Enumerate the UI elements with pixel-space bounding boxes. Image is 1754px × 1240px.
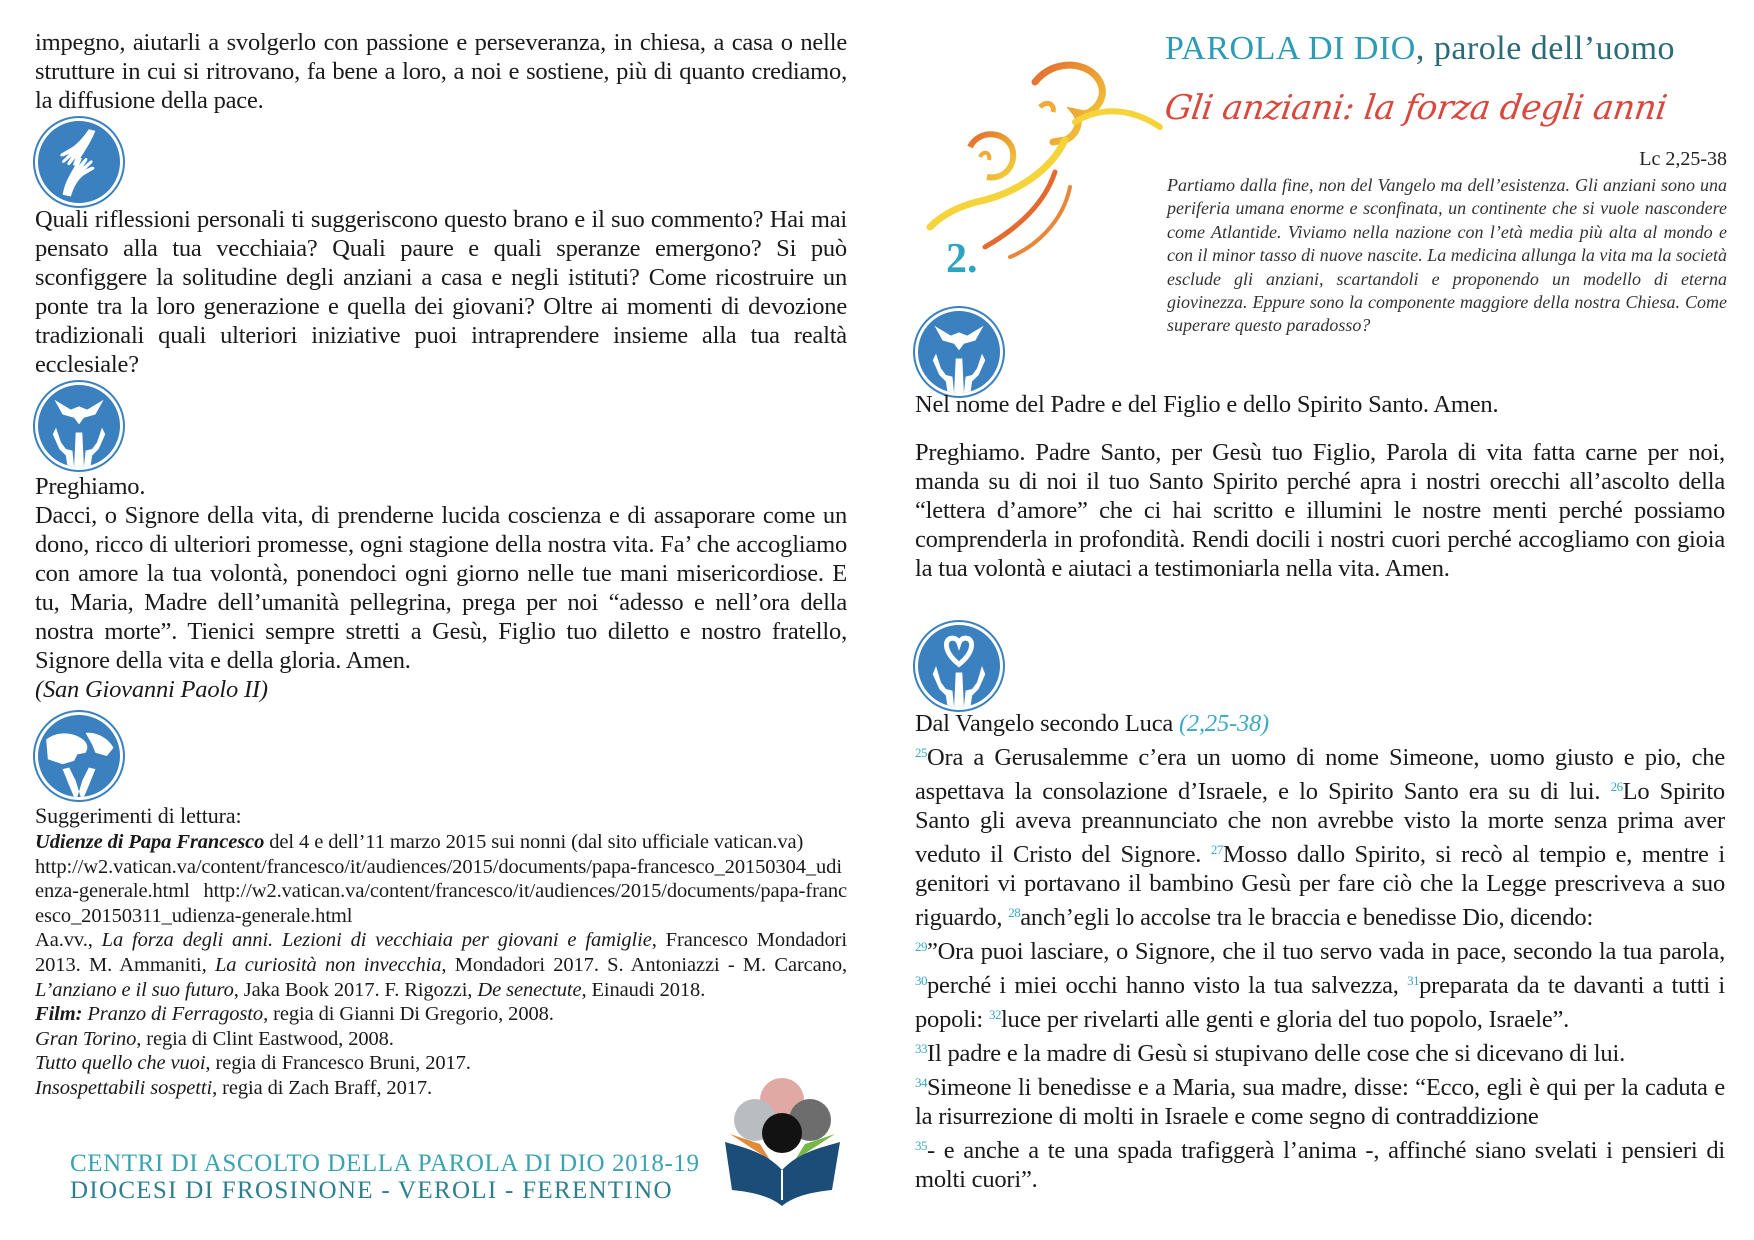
verse-number: 34 xyxy=(915,1075,927,1090)
verse-text: - e anche a te una spada trafiggerà l’anima -, affinché siano svelati i pensieri di molti cuori”. xyxy=(915,1137,1725,1193)
film-director: , regia di Gianni Di Gregorio, 2008. xyxy=(263,1003,554,1026)
verse-text: Simeone li benedisse e a Maria, sua madre, disse: “Ecco, egli è qui per la caduta e la risurrezione di molti in Israele e come segno di contraddizione xyxy=(915,1074,1725,1130)
film-label: Film: xyxy=(35,1003,88,1026)
book-entry xyxy=(89,954,607,976)
invocation: Nel nome del Padre e del Figlio e dello Spirito Santo. Amen. xyxy=(915,391,1499,418)
film-director: , regia di Francesco Bruni, 2017. xyxy=(205,1052,471,1075)
film-entry xyxy=(35,1051,847,1076)
verse-text: preparata da te davanti a tutti i popoli: xyxy=(915,972,1725,1033)
page-subtitle: Gli anziani: la forza degli anni xyxy=(1162,88,1670,128)
dove-hands-icon xyxy=(915,308,1003,396)
book-entry xyxy=(385,979,706,1001)
film-title: Gran Torino xyxy=(35,1027,137,1050)
vatican-urls[interactable]: http://w2.vatican.va/content/francesco/it/audiences/2015/documents/papa-francesco_20150304_udienza-generale.html http://w2.vatican.va/content/francesco/it/audiences/2015/documents/papa-francesco_20150311_udienza-generale.html xyxy=(35,855,847,927)
verse-number: 26 xyxy=(1610,779,1623,794)
reading-list xyxy=(35,830,847,1101)
verse-text: Ora a Gerusalemme c’era un uomo di nome Simeone, uomo giusto e pio, che aspettava la consolazione d’Israele, e lo Spirito Santo era su di lui. xyxy=(915,744,1725,805)
gospel-ref-link[interactable]: (2,25-38) xyxy=(1178,710,1270,737)
book-publisher: , Mondadori 2017. xyxy=(441,953,608,976)
intro-paragraph: impegno, aiutarli a svolgerlo con passione e perseveranza, in chiesa, a casa o nelle strutture in cui si ritrovano, fa bene a loro, a noi e sostiene, più di quanto crediamo, la diffusione della pace. xyxy=(35,29,847,114)
verse-number: 28 xyxy=(1008,905,1021,920)
verse-number: 31 xyxy=(1407,973,1420,988)
heart-hands-icon xyxy=(915,622,1003,710)
book-title: La forza degli anni. Lezioni di vecchiaia per giovani e famiglie xyxy=(101,929,652,952)
verse-text: luce per rivelarti alle genti e gloria del tuo popolo, Israele”. xyxy=(1000,1006,1570,1033)
faces-hands-icon xyxy=(35,712,123,800)
verse-number: 27 xyxy=(1210,842,1223,857)
book-author: S. Antoniazzi - M. Carcano, xyxy=(607,953,848,976)
helping-hands-icon xyxy=(35,118,123,206)
book-list xyxy=(35,928,847,1002)
opening-prayer: Preghiamo. Padre Santo, per Gesù tuo Figlio, Parola di vita fatta carne per noi, manda su di noi il tuo Santo Spirito perché apra i nostri orecchi all’ascolto della “lettera d’amore” che ci hai scritto e illumini le nostre menti perché possiamo comprenderla in profondità. Rendi docili i nostri cuori perché accogliamo con gioia la tua volontà e aiutaci a testimoniarla nella vita. Amen. xyxy=(915,439,1725,582)
book-author: Aa.vv., xyxy=(35,929,102,952)
book-title: La curiosità non invecchia xyxy=(214,953,442,976)
book-author: M. Ammaniti, xyxy=(88,953,215,976)
verse-number: 35 xyxy=(915,1138,927,1153)
reading-heading: Suggerimenti di lettura: xyxy=(35,803,242,828)
gospel-heading: Dal Vangelo secondo Luca (2,25-38) xyxy=(915,710,1270,737)
diocese-book-logo-icon xyxy=(720,1078,845,1208)
verse-text: Lo Spirito Santo gli aveva preannunciato che non avrebbe visto la morte senza prima aver veduto il Cristo del Signore. xyxy=(915,778,1725,868)
verse-text: anch’egli lo accolse tra le braccia e benedisse Dio, dicendo: xyxy=(1020,904,1594,931)
page-title: PAROLA DI DIO, parole dell’uomo xyxy=(1165,30,1676,67)
verse-number: 25 xyxy=(915,745,927,760)
book-publisher: , Einaudi 2018. xyxy=(581,978,706,1001)
chapter-number: 2. xyxy=(946,236,978,282)
verse-number: 30 xyxy=(915,973,927,988)
book-title: L’anziano e il suo futuro xyxy=(35,978,234,1001)
film-entry xyxy=(35,1027,847,1052)
verse-number: 33 xyxy=(915,1041,927,1056)
gospel-reference: Lc 2,25-38 xyxy=(1639,148,1727,170)
prayer-text: Dacci, o Signore della vita, di prenderne lucida coscienza e di assaporare come un dono, ricco di ulteriori promesse, ogni stagione della nostra vita. Fa’ che accogliamo con amore la tua volontà, ponendoci ogni giorno nelle tue mani misericordiose. E tu, Maria, Madre dell’umanità pellegrina, prega per noi “adesso e nell’ora della nostra morte”. Tienici sempre stretti a Gesù, Figlio tuo diletto e nostro fratello, Signore della vita e della gloria. Amen. xyxy=(35,502,847,674)
udienze-entry: Udienze di Papa Francesco del 4 e dell’11 marzo 2015 sui nonni (dal sito ufficiale vatican.va) xyxy=(35,831,804,853)
verse-text: ”Ora puoi lasciare, o Signore, che il tuo servo vada in pace, secondo la tua parola, xyxy=(927,938,1725,965)
prayer-heading: Preghiamo. xyxy=(35,473,146,500)
film-director: , regia di Zach Braff, 2017. xyxy=(212,1076,433,1099)
gospel-text xyxy=(915,738,1725,1194)
prayer-author: (San Giovanni Paolo II) xyxy=(35,676,268,703)
verse-number: 29 xyxy=(915,939,927,954)
film-entry xyxy=(35,1002,847,1027)
elderly-couple-artwork-icon xyxy=(925,52,1165,262)
intro-reflection: Partiamo dalla fine, non del Vangelo ma dell’esistenza. Gli anziani sono una periferia umana enorme e sconfinata, un continente che si vuole nascondere come Atlantide. Viviamo nella nazione con l’età media più alta al mondo e con il minor tasso di nuove nascite. La medicina allunga la vita ma la società esclude gli anziani, scartandoli e proponendo un modello di eterna giovinezza. Eppure sono la componente maggiore della nostra Chiesa. Come superare questo paradosso? xyxy=(1167,175,1727,336)
dove-hands-icon xyxy=(35,382,123,470)
book-author: F. Rigozzi, xyxy=(384,978,478,1001)
film-title: Tutto quello che vuoi xyxy=(35,1052,206,1075)
verse-number: 32 xyxy=(988,1007,1001,1022)
footer-diocesi: DIOCESI DI FROSINONE - VEROLI - FERENTINO xyxy=(70,1177,673,1204)
verse-text: Il padre e la madre di Gesù si stupivano delle cose che si dicevano di lui. xyxy=(927,1040,1626,1067)
book-publisher: , Jaka Book 2017. xyxy=(233,978,385,1001)
film-director: , regia di Clint Eastwood, 2008. xyxy=(136,1027,394,1050)
footer-centri-title: CENTRI DI ASCOLTO DELLA PAROLA DI DIO 2018-19 xyxy=(70,1150,700,1177)
verse-text: perché i miei occhi hanno visto la tua salvezza, xyxy=(927,972,1408,999)
book-title: De senectute xyxy=(477,978,582,1001)
reflection-questions: Quali riflessioni personali ti suggeriscono questo brano e il suo commento? Hai mai pensato alla tua vecchiaia? Quali paure e quali speranze emergono? Si può sconfiggere la solitudine degli anziani a casa e negli istituti? Come ricostruire un ponte tra la loro generazione e quella dei giovani? Oltre ai momenti di devozione tradizionali quali ulteriori iniziative puoi intraprendere insieme alla tua realtà ecclesiale? xyxy=(35,206,847,378)
book-publisher: , Francesco Mondadori 2013. xyxy=(35,929,847,976)
verse-text: Mosso dallo Spirito, si recò al tempio e, mentre i genitori vi portavano il bambino Gesù per fare ciò che la Legge prescriveva a suo riguardo, xyxy=(915,841,1725,931)
udienze-title: Udienze di Papa Francesco xyxy=(35,831,265,853)
film-title: Insospettabili sospetti xyxy=(35,1076,213,1099)
film-title: Pranzo di Ferragosto xyxy=(87,1003,264,1026)
